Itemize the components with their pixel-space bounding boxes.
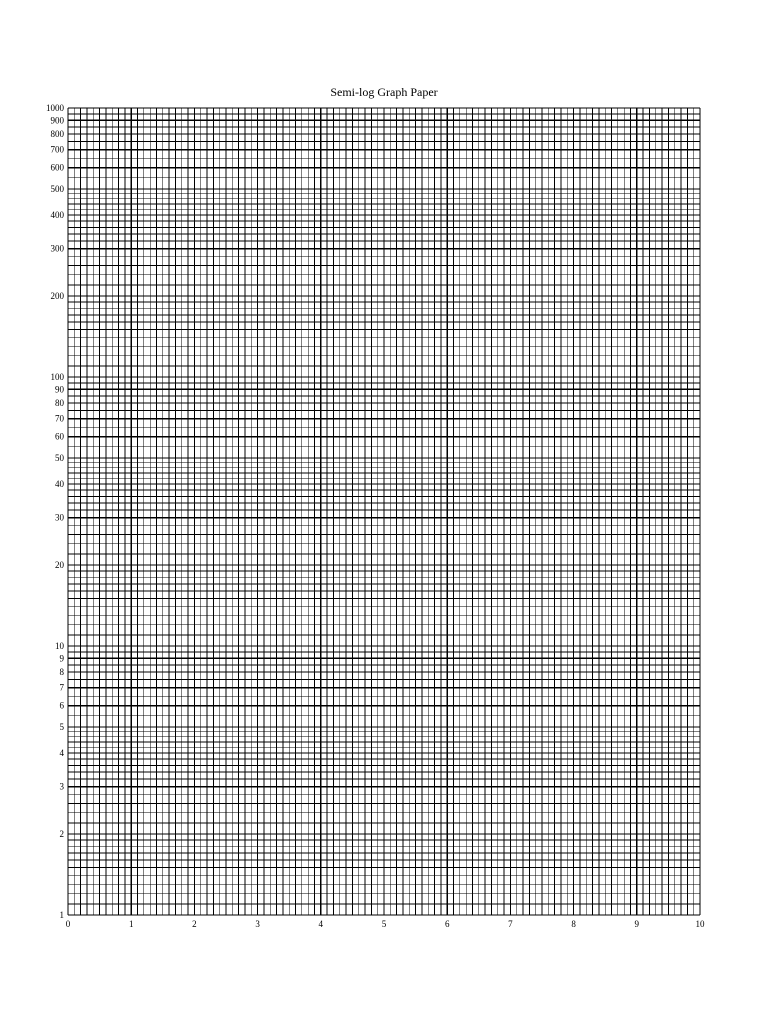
y-tick-label: 20 <box>55 560 64 571</box>
y-tick-label: 90 <box>55 384 64 395</box>
y-tick-label: 400 <box>50 210 64 221</box>
y-tick-label: 1000 <box>46 103 64 113</box>
x-tick-label: 9 <box>634 919 640 929</box>
y-tick-label: 10 <box>55 641 64 651</box>
x-tick-label: 7 <box>508 919 513 929</box>
y-tick-label: 40 <box>55 479 64 490</box>
y-tick-label: 4 <box>59 748 64 759</box>
y-tick-label: 70 <box>55 413 64 424</box>
x-tick-label: 8 <box>571 919 576 929</box>
y-tick-label: 9 <box>59 653 64 664</box>
y-tick-label: 200 <box>50 291 64 302</box>
y-tick-label: 8 <box>59 667 64 678</box>
x-tick-label: 6 <box>444 919 450 929</box>
x-tick-label: 1 <box>128 919 134 929</box>
y-tick-label: 50 <box>55 452 64 463</box>
y-tick-label: 80 <box>55 398 64 409</box>
y-tick-label: 5 <box>59 721 64 732</box>
y-axis-tick-labels <box>46 103 65 920</box>
x-tick-label: 10 <box>695 919 705 929</box>
y-tick-label: 300 <box>50 243 64 254</box>
x-tick-label: 5 <box>381 919 387 929</box>
y-tick-label: 6 <box>59 700 64 711</box>
page-title: Semi-log Graph Paper <box>330 85 438 99</box>
y-tick-label: 60 <box>55 431 64 442</box>
y-tick-label: 700 <box>50 144 64 155</box>
y-tick-label: 600 <box>50 162 64 173</box>
y-tick-label: 7 <box>59 682 64 693</box>
y-tick-label: 3 <box>59 781 64 792</box>
y-tick-label: 1 <box>59 910 64 920</box>
x-tick-label: 4 <box>318 919 324 929</box>
y-tick-label: 30 <box>55 512 64 523</box>
y-tick-label: 800 <box>50 129 64 140</box>
x-tick-label: 2 <box>192 919 197 929</box>
x-tick-label: 3 <box>255 919 260 929</box>
y-tick-label: 900 <box>50 115 64 126</box>
y-tick-label: 500 <box>50 183 64 194</box>
y-tick-label: 2 <box>59 829 64 840</box>
y-tick-label: 100 <box>50 372 64 382</box>
x-axis-tick-labels <box>66 919 705 929</box>
x-tick-label: 0 <box>65 919 71 929</box>
